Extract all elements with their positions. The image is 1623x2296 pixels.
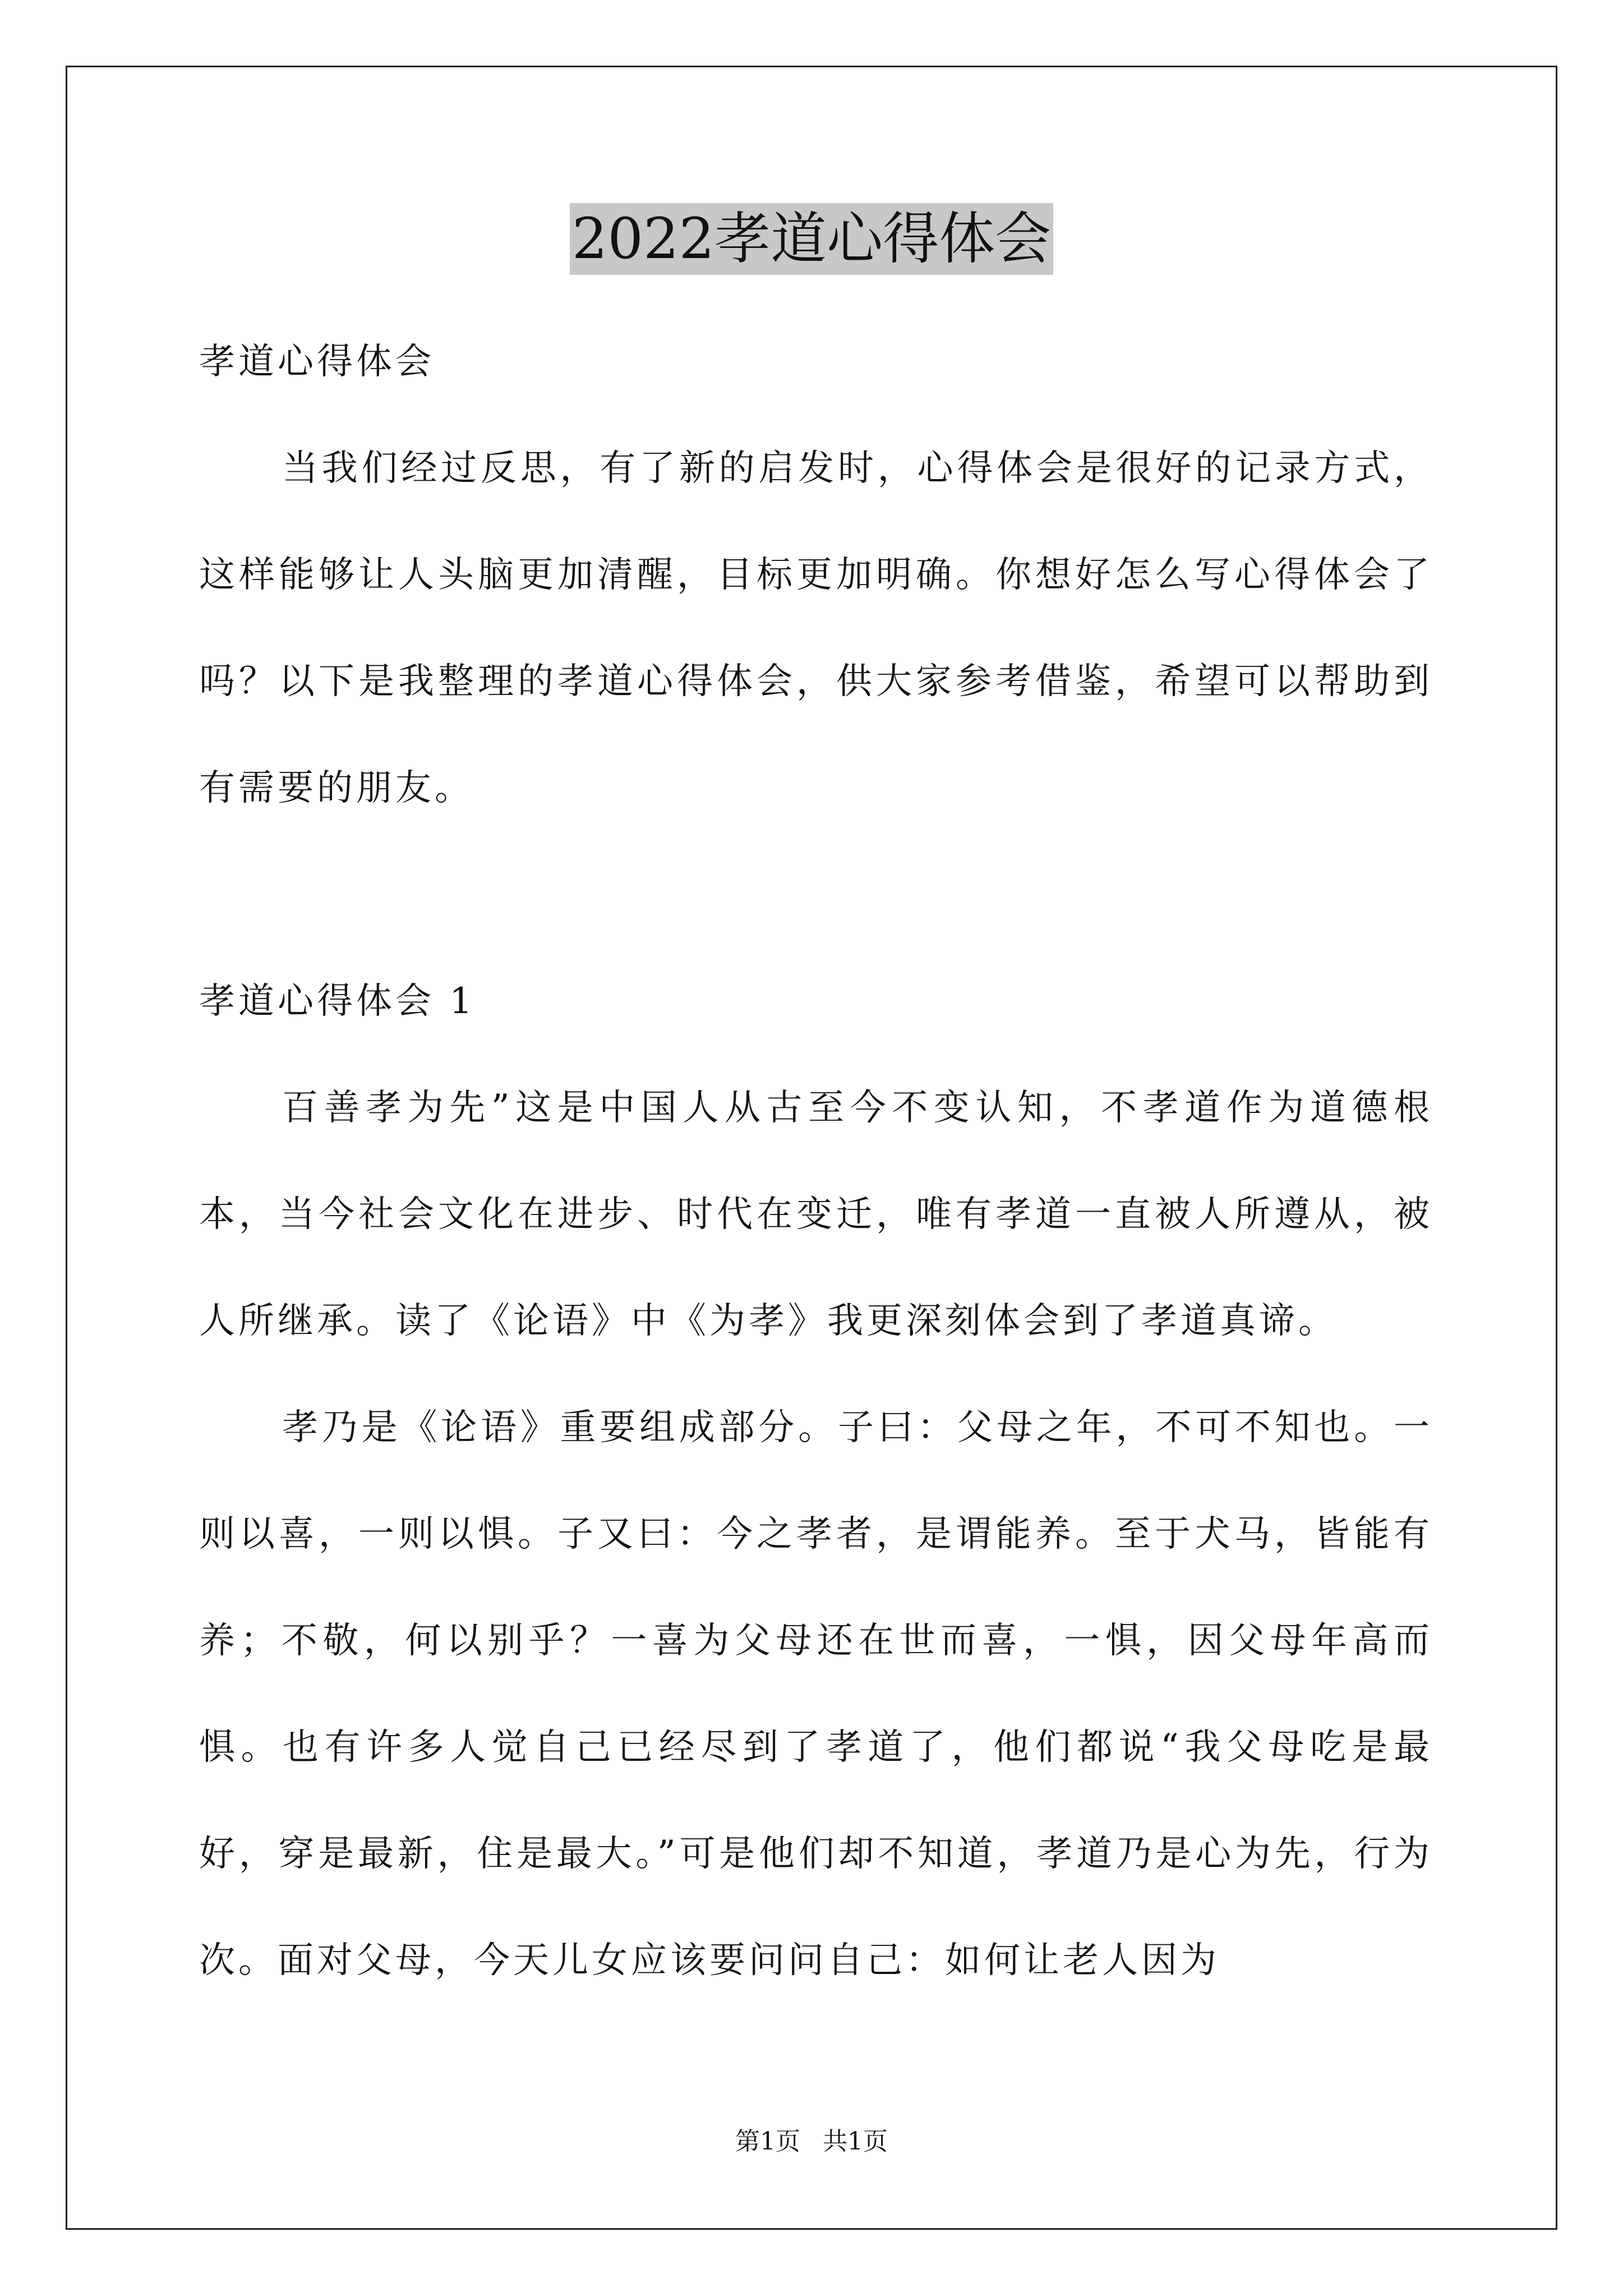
section-spacer	[199, 841, 1433, 948]
page-number-current: 第1页	[735, 2127, 800, 2156]
title-container	[0, 203, 1623, 275]
intro-paragraph: 当我们经过反思，有了新的启发时，心得体会是很好的记录方式，这样能够让人头脑更加清醒，目标更加明确。你想好怎么写心得体会了吗？以下是我整理的孝道心得体会，供大家参考借鉴，希望可以帮助到有需要的朋友。	[199, 448, 1433, 809]
section-1-paragraph-2: 孝乃是《论语》重要组成部分。子曰：父母之年，不可不知也。一则以喜，一则以惧。子又曰：今之孝者，是谓能养。至于犬马，皆能有养；不敬，何以别乎？一喜为父母还在世而喜，一惧，因父母年高而惧。也有许多人觉自己已经尽到了孝道了，他们都说“我父母吃是最好，穿是最新，住是最大。”可是他们却不知道，孝道乃是心为先，行为次。面对父母，今天儿女应该要问问自己：如何让老人因为	[199, 1407, 1433, 1981]
main-heading: 孝道心得体会	[199, 341, 435, 383]
section-1-heading: 孝道心得体会 1	[199, 981, 476, 1022]
document-body	[199, 309, 1433, 2014]
section-1-paragraph-1: 百善孝为先”这是中国人从古至今不变认知，不孝道作为道德根本，当今社会文化在进步、时代在变迁，唯有孝道一直被人所遵从，被人所继承。读了《论语》中《为孝》我更深刻体会到了孝道真谛。	[199, 1087, 1433, 1342]
document-title: 2022孝道心得体会	[570, 203, 1054, 275]
page-number-total: 共1页	[823, 2127, 888, 2156]
page-footer	[0, 2125, 1623, 2159]
